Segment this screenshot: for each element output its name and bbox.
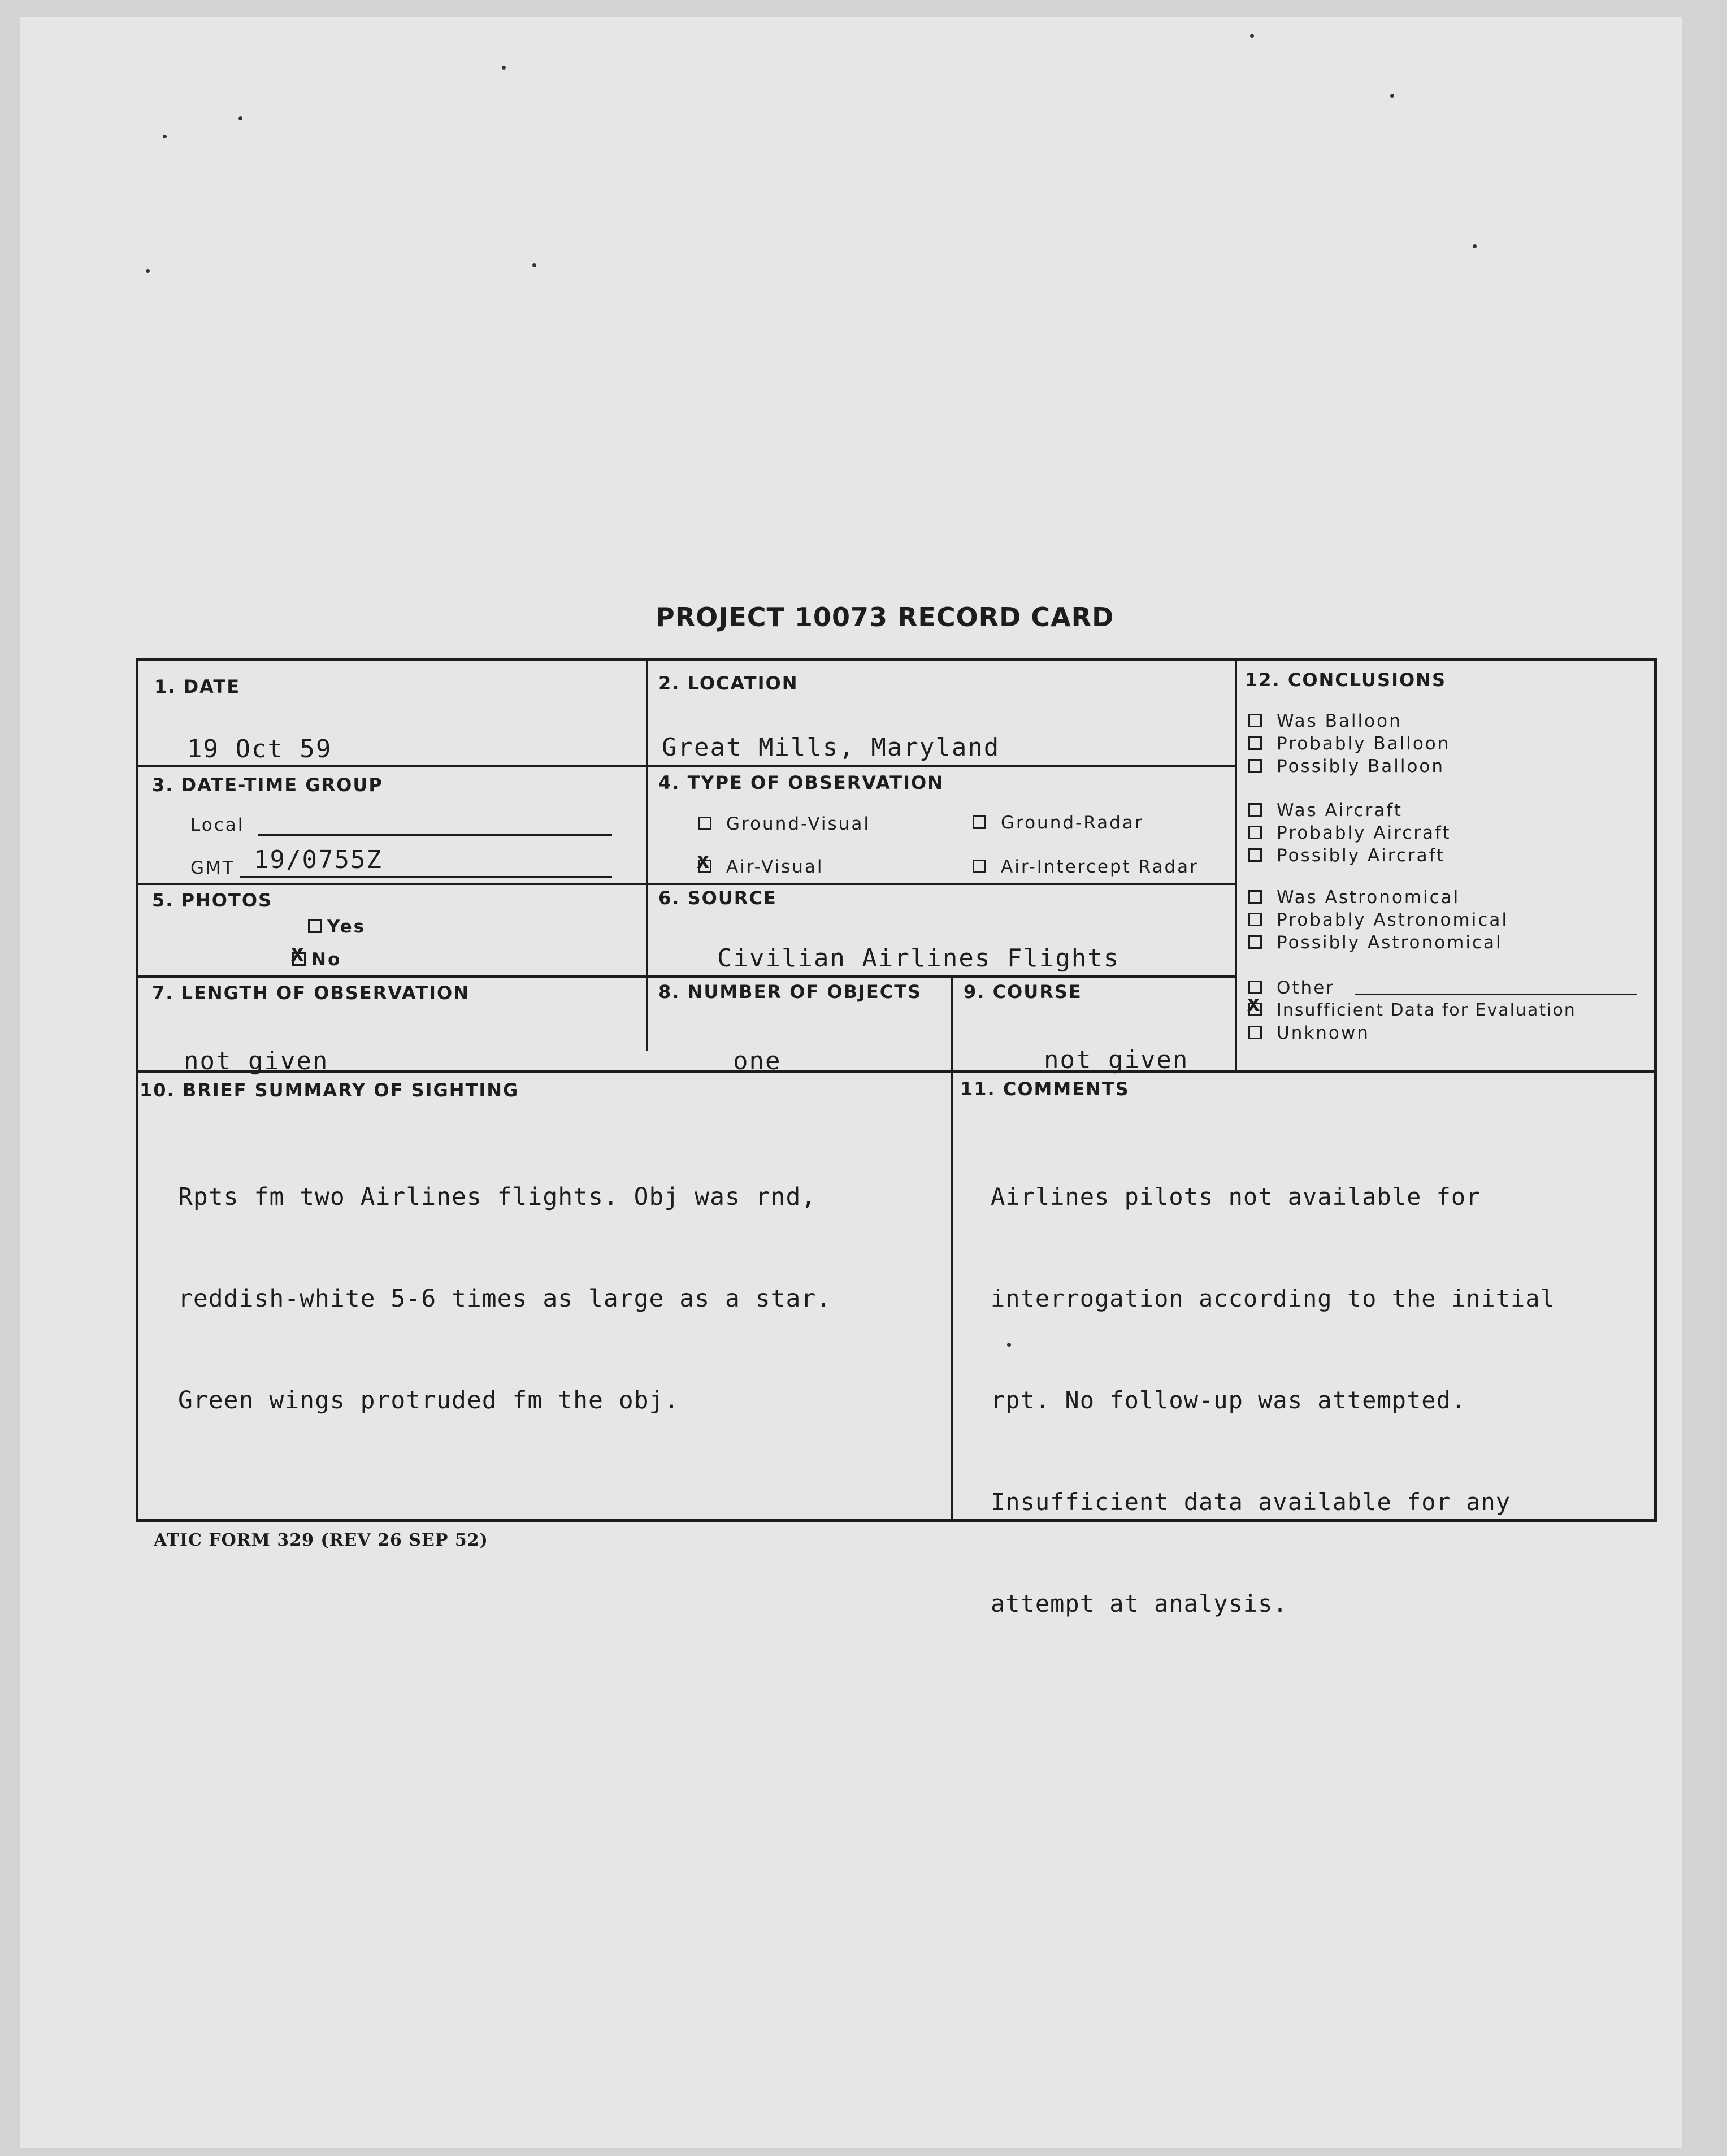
scan-speck	[146, 269, 150, 273]
length-of-observation-value: not given	[184, 1047, 329, 1075]
conclusion-was-astronomical-label: Was Astronomical	[1277, 887, 1460, 908]
option-ground-visual-label: Ground-Visual	[726, 814, 870, 834]
option-ground-visual	[698, 814, 870, 834]
divider	[138, 883, 1235, 885]
scan-speck	[502, 66, 506, 70]
gmt-value: 19/0755Z	[254, 845, 383, 874]
checkbox-unknown	[1248, 1026, 1262, 1039]
checkbox-possibly-aircraft	[1248, 848, 1262, 862]
conclusion-was-balloon-label: Was Balloon	[1277, 711, 1402, 731]
course-label: 9. COURSE	[964, 981, 1082, 1003]
conclusion-possibly-astronomical-label: Possibly Astronomical	[1277, 932, 1503, 953]
scan-speck	[1473, 244, 1477, 248]
summary-text	[178, 1112, 831, 1485]
conclusion-probably-balloon-label: Probably Balloon	[1277, 734, 1451, 754]
checkbox-probably-astronomical	[1248, 913, 1262, 926]
option-air-visual-label: Air-Visual	[726, 857, 824, 877]
conclusion-was-astronomical	[1248, 887, 1460, 908]
option-photos-no-label: No	[311, 949, 342, 970]
scan-speck	[532, 263, 536, 267]
local-time-line	[258, 834, 612, 836]
form-footer: ATIC FORM 329 (REV 26 SEP 52)	[154, 1530, 488, 1550]
conclusion-probably-astronomical	[1248, 910, 1508, 930]
date-value: 19 Oct 59	[187, 735, 332, 764]
date-time-group-label: 3. DATE-TIME GROUP	[152, 774, 383, 796]
conclusion-possibly-aircraft	[1248, 845, 1445, 866]
checkbox-ground-radar	[973, 815, 986, 829]
scan-speck	[163, 135, 167, 138]
summary-label: 10. BRIEF SUMMARY OF SIGHTING	[140, 1079, 519, 1101]
comments-line: Insufficient data available for any	[991, 1488, 1511, 1516]
photos-label: 5. PHOTOS	[152, 890, 273, 911]
conclusion-probably-aircraft	[1248, 823, 1451, 843]
conclusion-insufficient-data	[1248, 1000, 1576, 1020]
divider	[646, 661, 648, 1051]
comments-line: rpt. No follow-up was attempted.	[991, 1386, 1466, 1414]
option-air-intercept-radar	[973, 857, 1199, 877]
comments-line: Airlines pilots not available for	[991, 1183, 1481, 1211]
summary-line: Green wings protruded fm the obj.	[178, 1386, 680, 1415]
checkbox-possibly-balloon	[1248, 759, 1262, 773]
checkbox-insufficient-data	[1248, 1003, 1262, 1016]
conclusions-label: 12. CONCLUSIONS	[1245, 669, 1446, 691]
checkbox-ground-visual	[698, 817, 711, 830]
checkbox-possibly-astronomical	[1248, 935, 1262, 949]
checkbox-was-astronomical	[1248, 890, 1262, 904]
divider	[138, 975, 1235, 978]
divider	[138, 1070, 1654, 1073]
conclusion-was-aircraft-label: Was Aircraft	[1277, 800, 1403, 821]
source-label: 6. SOURCE	[658, 887, 777, 909]
option-photos-no	[292, 949, 341, 970]
scan-speck	[1250, 34, 1254, 38]
conclusion-was-balloon	[1248, 711, 1402, 731]
gmt-line	[240, 876, 612, 878]
option-photos-yes	[308, 917, 366, 937]
observation-type-label: 4. TYPE OF OBSERVATION	[658, 772, 944, 793]
conclusion-possibly-balloon-label: Possibly Balloon	[1277, 756, 1445, 776]
conclusion-unknown	[1248, 1023, 1370, 1043]
comments-line: interrogation according to the initial	[991, 1285, 1555, 1312]
divider	[951, 978, 953, 1520]
conclusion-probably-balloon	[1248, 734, 1450, 754]
form-title: PROJECT 10073 RECORD CARD	[656, 602, 1114, 632]
option-photos-yes-label: Yes	[327, 917, 366, 937]
checkbox-photos-no	[292, 952, 306, 966]
length-of-observation-label: 7. LENGTH OF OBSERVATION	[152, 982, 470, 1004]
number-of-objects-label: 8. NUMBER OF OBJECTS	[658, 981, 922, 1003]
course-value: not given	[1044, 1046, 1189, 1074]
checkbox-photos-yes	[308, 919, 322, 933]
other-line	[1355, 994, 1637, 995]
conclusion-insufficient-data-label: Insufficient Data for Evaluation	[1277, 1000, 1576, 1020]
conclusion-other-label: Other	[1277, 978, 1335, 998]
conclusion-possibly-aircraft-label: Possibly Aircraft	[1277, 845, 1446, 866]
option-ground-radar	[973, 813, 1144, 833]
option-air-intercept-radar-label: Air-Intercept Radar	[1001, 857, 1199, 877]
scan-speck	[1390, 94, 1394, 98]
local-time-label: Local	[190, 815, 245, 835]
number-of-objects-value: one	[733, 1047, 782, 1075]
option-ground-radar-label: Ground-Radar	[1001, 813, 1144, 833]
conclusion-probably-astronomical-label: Probably Astronomical	[1277, 910, 1508, 930]
divider	[138, 765, 1235, 767]
source-value: Civilian Airlines Flights	[717, 944, 1120, 973]
location-value: Great Mills, Maryland	[662, 733, 1000, 762]
checkbox-was-aircraft	[1248, 803, 1262, 817]
date-label: 1. DATE	[154, 676, 241, 697]
location-label: 2. LOCATION	[658, 673, 799, 694]
checkbox-air-visual	[698, 860, 711, 873]
comments-text	[991, 1112, 1555, 1689]
conclusion-was-aircraft	[1248, 800, 1403, 821]
summary-line: Rpts fm two Airlines flights. Obj was rnd,	[178, 1183, 817, 1211]
gmt-label: GMT	[190, 858, 235, 878]
conclusion-unknown-label: Unknown	[1277, 1023, 1370, 1043]
checkbox-probably-balloon	[1248, 736, 1262, 750]
comments-line: attempt at analysis.	[991, 1590, 1288, 1617]
scan-speck	[238, 116, 242, 120]
checkbox-probably-aircraft	[1248, 826, 1262, 839]
option-air-visual	[698, 857, 824, 877]
summary-line: reddish-white 5-6 times as large as a star.	[178, 1285, 832, 1313]
conclusion-possibly-astronomical	[1248, 932, 1503, 953]
divider	[1235, 661, 1237, 1073]
comments-label: 11. COMMENTS	[960, 1078, 1130, 1100]
checkbox-was-balloon	[1248, 714, 1262, 727]
checkbox-air-intercept-radar	[973, 860, 986, 873]
conclusion-possibly-balloon	[1248, 756, 1444, 776]
conclusion-probably-aircraft-label: Probably Aircraft	[1277, 823, 1451, 843]
